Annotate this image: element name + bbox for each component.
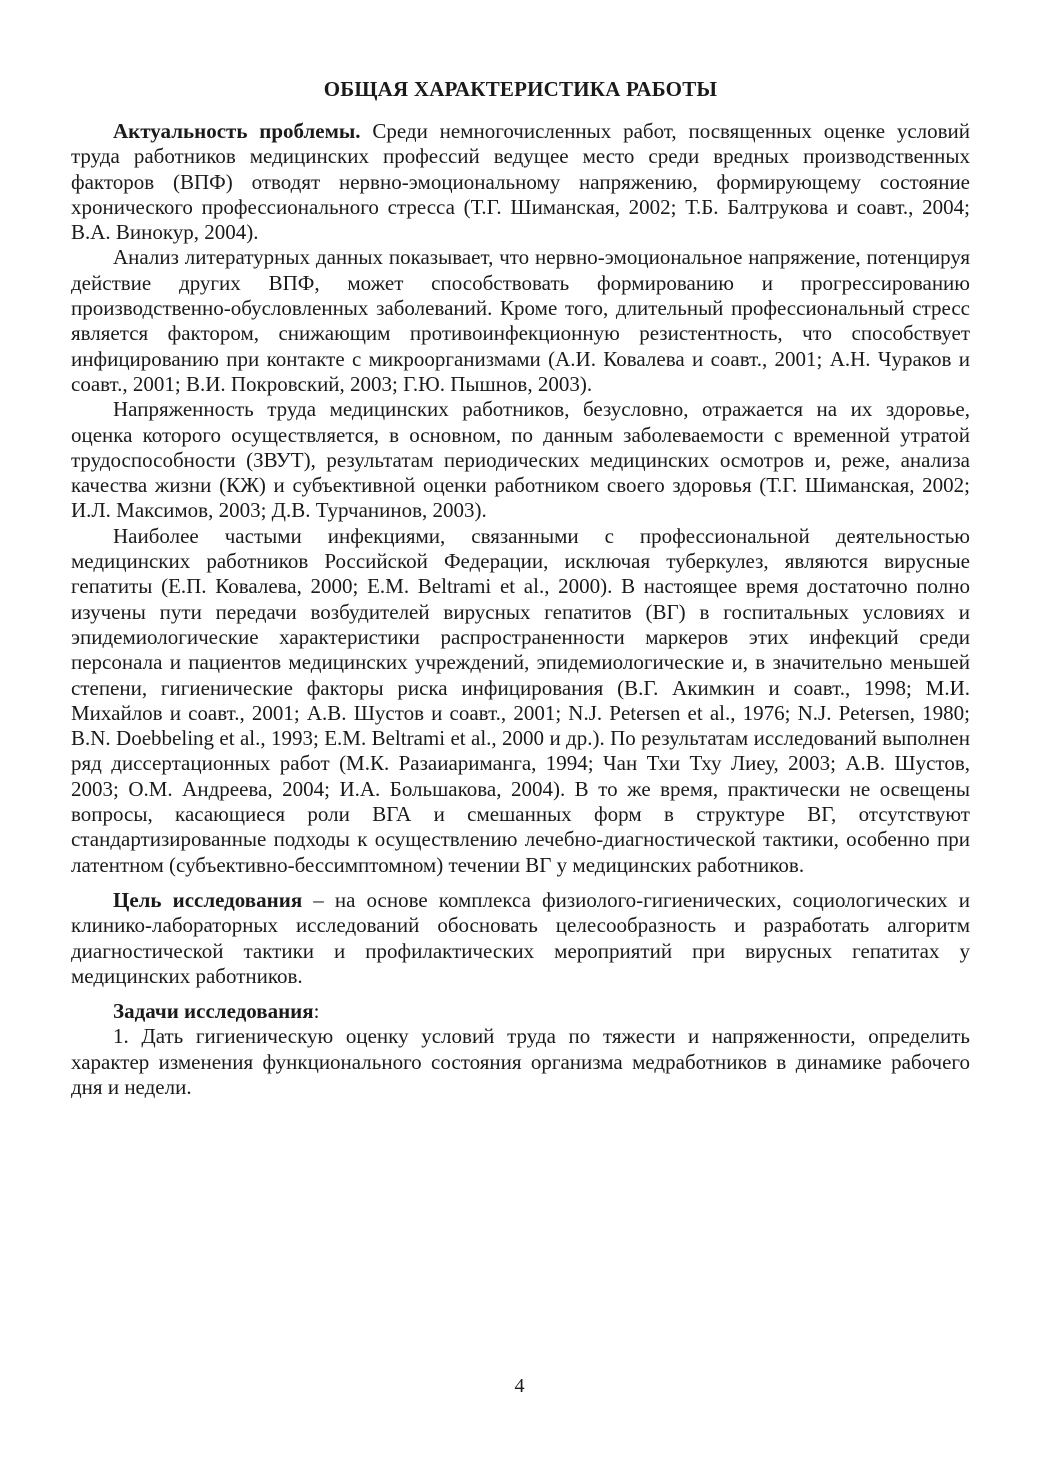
document-page <box>71 74 970 1100</box>
literature-analysis-paragraph: Анализ литературных данных показывает, что нервно-эмоциональное напряжение, потенцируя действие других ВПФ, может способствовать формированию и прогрессированию производственно-обусловленных заболеваний. Кроме того, длительный профессиональный стресс является фактором, снижающим противоинфекционную резистентность, что способствует инфицированию при контакте с микроорганизмами (А.И. Ковалева и соавт., 2001; А.Н. Чураков и соавт., 2001; В.И. Покровский, 2003; Г.Ю. Пышнов, 2003). <box>71 245 970 396</box>
page-number: 4 <box>514 1375 525 1397</box>
workload-paragraph: Напряженность труда медицинских работников, безусловно, отражается на их здоровье, оценка которого осуществляется, в основном, по данным заболеваемости с временной утратой трудоспособности (ЗВУТ), результатам периодических медицинских осмотров и, реже, анализа качества жизни (КЖ) и субъективной оценки работником своего здоровья (Т.Г. Шиманская, 2002; И.Л. Максимов, 2003; Д.В. Турчанинов, 2003). <box>71 397 970 523</box>
relevance-lead: Актуальность проблемы. <box>113 119 361 143</box>
relevance-text: Среди немногочисленных работ, посвященных оценке условий труда работников медицинских профессий ведущее место среди вредных производственных факторов (ВПФ) отводят нервно-эмоциональному напряжению, формирующему состояние хронического профессионального стресса (Т.Г. Шиманская, 2002; Т.Б. Балтрукова и соавт., 2004; В.А. Винокур, 2004). <box>71 119 971 245</box>
task-item-1: 1. Дать гигиеническую оценку условий труда по тяжести и напряженности, определить характер изменения функционального состояния организма медработников в динамике рабочего дня и недели. <box>71 1024 970 1099</box>
tasks-colon: : <box>313 999 320 1024</box>
hepatitis-paragraph: Наиболее частыми инфекциями, связанными с профессиональной деятельностью медицинских работников Российской Федерации, исключая туберкулез, являются вирусные гепатиты (Е.П. Ковалева, 2000; E.M. Beltrami et al., 2000). В настоящее время достаточно полно изучены пути передачи возбудителей вирусных гепатитов (ВГ) в госпитальных условиях и эпидемиологические характеристики распространенности маркеров этих инфекций среди персонала и пациентов медицинских учреждений, эпидемиологические и, в значительно меньшей степени, гигиенические факторы риска инфицирования (В.Г. Акимкин и соавт., 1998; М.И. Михайлов и соавт., 2001; А.В. Шустов и соавт., 2001; N.J. Petersen et al., 1976; N.J. Petersen, 1980; B.N. Doebbeling et al., 1993; E.M. Beltrami et al., 2000 и др.). По результатам исследований выполнен ряд диссертационных работ (М.К. Разаиариманга, 1994; Чан Тхи Тху Лиеу, 2003; А.В. Шустов, 2003; О.М. Андреева, 2004; И.А. Большакова, 2004). В то же время, практически не освещены вопросы, касающиеся роли ВГА и смешанных форм в структуре ВГ, отсутствуют стандартизированные подходы к осуществлению лечебно-диагностической тактики, особенно при латентном (субъективно-бессимптомном) течении ВГ у медицинских работников. <box>71 523 970 877</box>
tasks-lead: Задачи исследования <box>113 999 314 1024</box>
document-title: ОБЩАЯ ХАРАКТЕРИСТИКА РАБОТЫ <box>323 77 718 101</box>
goal-lead: Цель исследования <box>113 887 303 912</box>
goal-text: – на основе комплекса физиолого-гигиенических, социологических и клинико-лабораторных исследований обосновать целесообразность и разработать алгоритм диагностической тактики и профилактических мероприятий при вирусных гепатитах у медицинских работников. <box>71 887 970 988</box>
tasks-heading <box>71 999 970 1024</box>
goal-paragraph <box>71 888 970 989</box>
relevance-paragraph <box>71 119 970 245</box>
